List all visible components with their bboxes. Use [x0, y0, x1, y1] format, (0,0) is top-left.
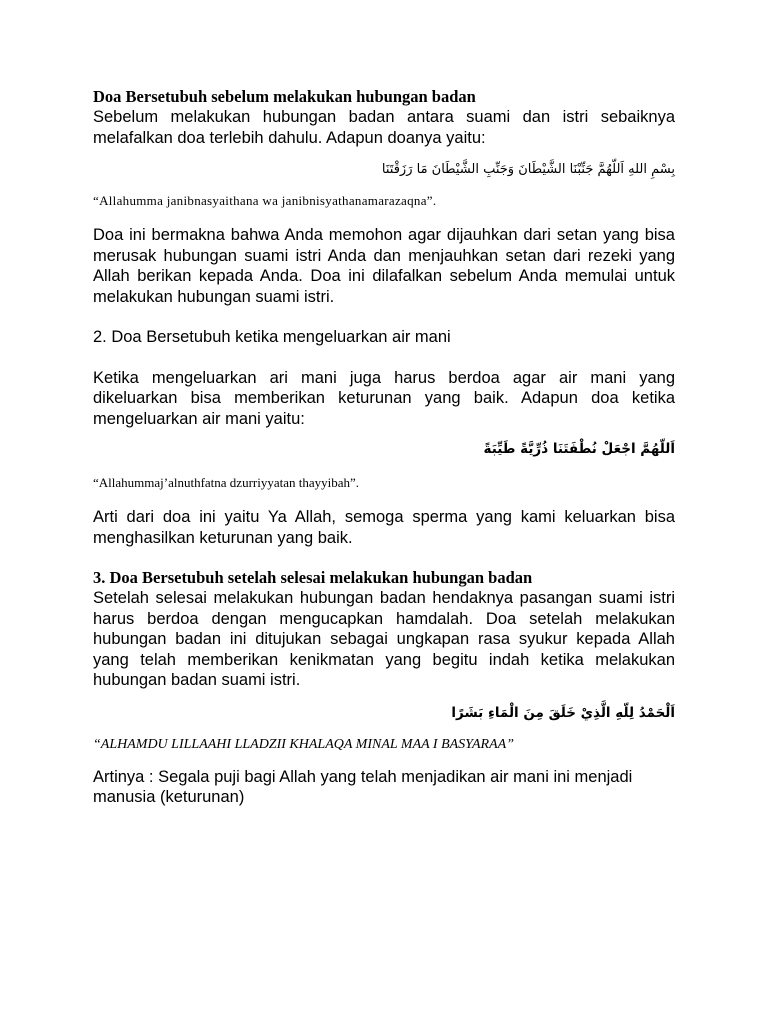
section-2-meaning: Arti dari doa ini yaitu Ya Allah, semoga sperma yang kami keluarkan bisa menghasilkan keturunan yang baik.	[93, 508, 675, 547]
section-3-transliteration: “ALHAMDU LILLAAHI LLADZII KHALAQA MINAL MAA I BASYARAA”	[93, 736, 514, 752]
section-1-intro: Sebelum melakukan hubungan badan antara suami dan istri sebaiknya melafalkan doa terlebih dahulu. Adapun doanya yaitu:	[93, 108, 675, 147]
section-3-arabic-prayer: اَلْحَمْدُ لِلّهِ الَّذِيْ خَلَقَ مِنَ الْمَاءِ بَشَرًا	[451, 704, 675, 721]
section-3-intro: Setelah selesai melakukan hubungan badan hendaknya pasangan suami istri harus berdoa dengan mengucapkan hamdalah. Doa setelah melakukan hubungan badan ini ditujukan sebagai ungkapan rasa syukur kepada Allah yang telah memberikan kenikmatan yang begitu indah ketika melakukan hubungan badan suami istri.	[93, 589, 675, 689]
section-1-arabic-prayer: بِسْمِ اللهِ اَللّهُمَّ جَنِّبْنَا الشَّيْطَانَ وَجَنِّبِ الشَّيْطَانَ مَا رَزَقْتَنَا	[381, 162, 675, 177]
section-3-heading: 3. Doa Bersetubuh setelah selesai melakukan hubungan badan	[93, 568, 533, 587]
section-2-heading: 2. Doa Bersetubuh ketika mengeluarkan air mani	[93, 328, 451, 346]
section-2-transliteration: “Allahummaj’alnuthfatna dzurriyyatan thayyibah”.	[93, 475, 360, 490]
section-1-transliteration: “Allahumma janibnasyaithana wa janibnisyathanamarazaqna”.	[93, 193, 437, 208]
section-1-heading: Doa Bersetubuh sebelum melakukan hubungan badan	[93, 87, 476, 106]
section-3-meaning: Artinya : Segala puji bagi Allah yang telah menjadikan air mani ini menjadi manusia (keturunan)	[93, 767, 633, 806]
section-1-meaning: Doa ini bermakna bahwa Anda memohon agar dijauhkan dari setan yang bisa merusak hubungan suami istri Anda dan menjauhkan setan dari rezeki yang Allah berikan kepada Anda. Doa ini dilafalkan sebelum Anda memulai untuk melakukan hubungan suami istri.	[93, 226, 675, 306]
section-2-arabic-prayer: اَللّهُمَّ اجْعَلْ نُطْفَتَنَا ذُرِّيَّةً طَيِّبَةً	[483, 441, 675, 457]
document-page	[93, 86, 675, 808]
section-2-intro: Ketika mengeluarkan ari mani juga harus berdoa agar air mani yang dikeluarkan bisa memberikan keturunan yang baik. Adapun doa ketika mengeluarkan air mani yaitu:	[93, 368, 675, 428]
